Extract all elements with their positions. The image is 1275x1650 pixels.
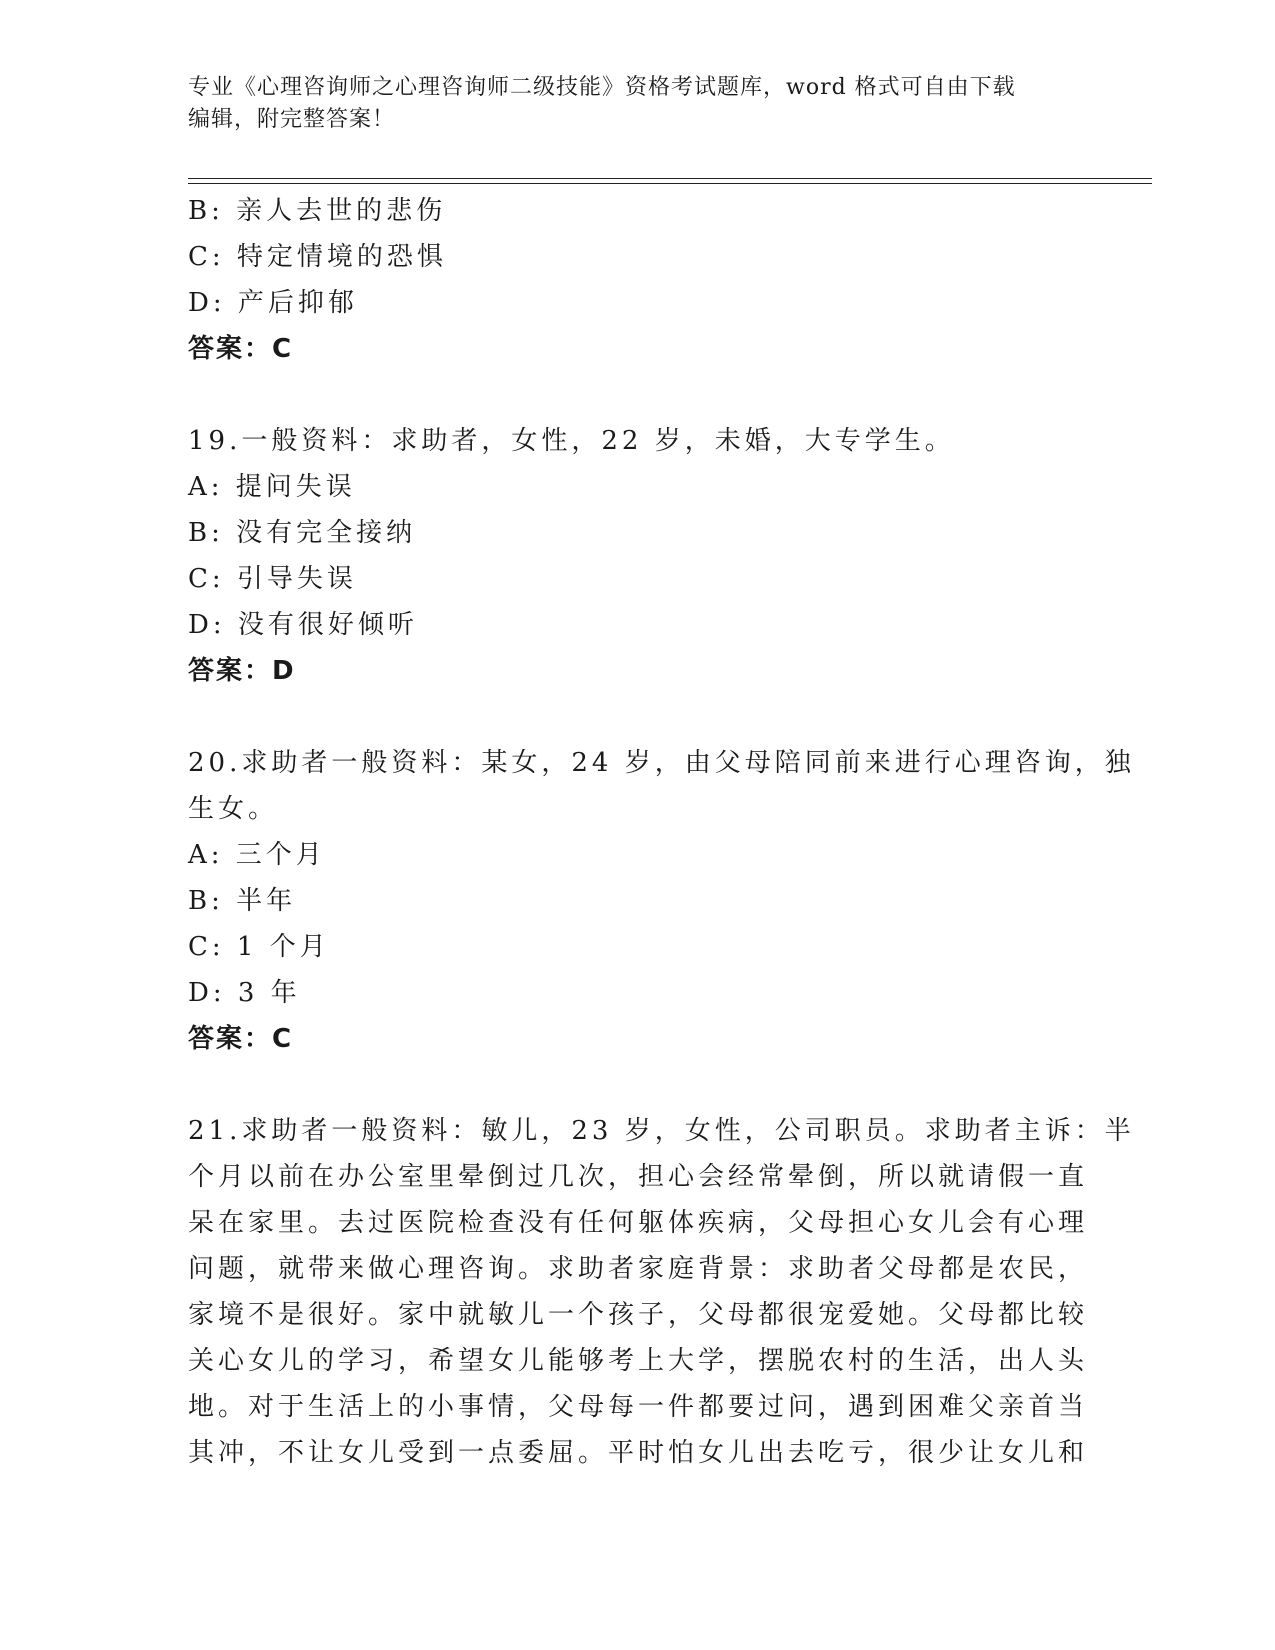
header-divider-bottom bbox=[188, 183, 1152, 184]
option-d: D: 产后抑郁 bbox=[188, 288, 358, 318]
option-b: B: 没有完全接纳 bbox=[188, 518, 417, 548]
question-19-block bbox=[188, 418, 1088, 694]
option-c: C: 特定情境的恐惧 bbox=[188, 242, 447, 272]
option-d: D: 3 年 bbox=[188, 978, 301, 1008]
question-20-block bbox=[188, 740, 1135, 1062]
question-stem-line-2: 生女。 bbox=[188, 794, 279, 824]
answer-line: 答案：C bbox=[188, 1024, 294, 1054]
header-divider-top bbox=[188, 178, 1152, 179]
option-d: D: 没有很好倾听 bbox=[188, 610, 418, 640]
option-c: C: 引导失误 bbox=[188, 564, 357, 594]
spacer bbox=[188, 694, 1088, 740]
option-a: A: 提问失误 bbox=[188, 472, 356, 502]
question-content bbox=[188, 188, 1135, 1476]
question-18-block bbox=[188, 188, 1088, 372]
question-stem: 19.一般资料：求助者，女性，22 岁，未婚，大专学生。 bbox=[188, 426, 955, 456]
header-line-2: 编辑，附完整答案！ bbox=[188, 107, 396, 132]
answer-line: 答案：C bbox=[188, 334, 294, 364]
question-stem-line-3: 呆在家里。去过医院检查没有任何躯体疾病，父母担心女儿会有心理 bbox=[188, 1208, 1089, 1238]
question-stem-line-7: 地。对于生活上的小事情，父母每一件都要过问，遇到困难父亲首当 bbox=[188, 1392, 1089, 1422]
question-stem-line-2: 个月以前在办公室里晕倒过几次，担心会经常晕倒，所以就请假一直 bbox=[188, 1162, 1089, 1192]
option-a: A: 三个月 bbox=[188, 840, 326, 870]
question-stem-line-4: 问题，就带来做心理咨询。求助者家庭背景：求助者父母都是农民， bbox=[188, 1254, 1089, 1284]
option-c: C: 1 个月 bbox=[188, 932, 330, 962]
question-stem-line-1: 21.求助者一般资料：敏儿，23 岁，女性，公司职员。求助者主诉：半 bbox=[188, 1116, 1135, 1146]
question-stem-line-1: 20.求助者一般资料：某女，24 岁，由父母陪同前来进行心理咨询，独 bbox=[188, 748, 1135, 778]
option-b: B: 亲人去世的悲伤 bbox=[188, 196, 447, 226]
spacer bbox=[188, 372, 1088, 418]
option-b: B: 半年 bbox=[188, 886, 297, 916]
answer-line: 答案：D bbox=[188, 656, 296, 686]
question-stem-line-5: 家境不是很好。家中就敏儿一个孩子，父母都很宠爱她。父母都比较 bbox=[188, 1300, 1089, 1330]
question-stem-line-8: 其冲，不让女儿受到一点委屈。平时怕女儿出去吃亏，很少让女儿和 bbox=[188, 1438, 1089, 1468]
spacer bbox=[188, 1062, 1088, 1108]
question-stem-line-6: 关心女儿的学习，希望女儿能够考上大学，摆脱农村的生活，出人头 bbox=[188, 1346, 1089, 1376]
document-header bbox=[188, 72, 1088, 136]
header-line-1: 专业《心理咨询师之心理咨询师二级技能》资格考试题库，word 格式可自由下载 bbox=[188, 75, 1016, 100]
question-21-block bbox=[188, 1108, 1135, 1476]
